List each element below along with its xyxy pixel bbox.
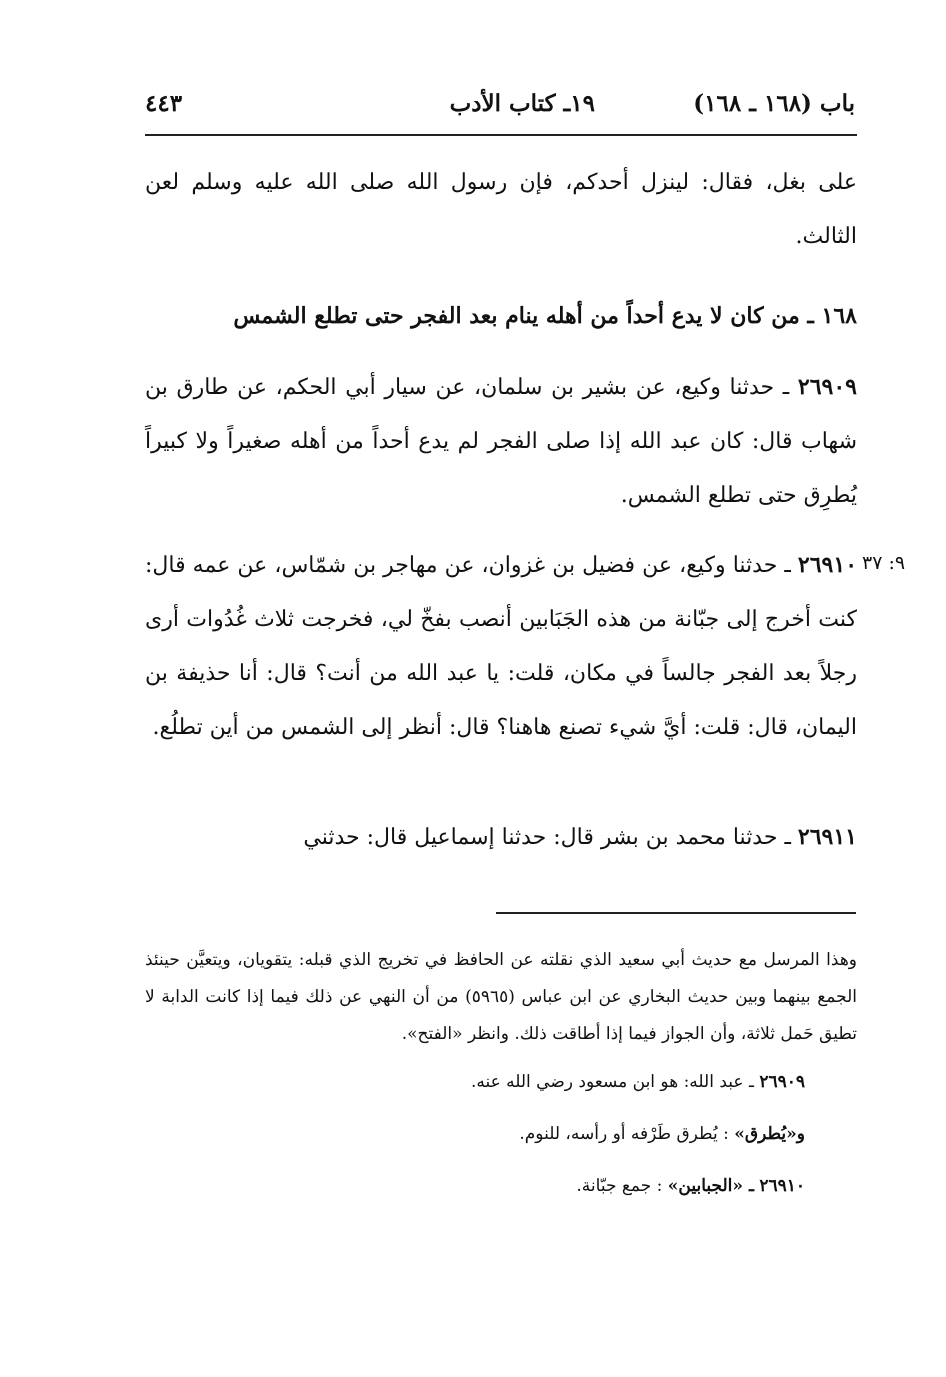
footnote-rule — [496, 912, 856, 914]
footnote-26910 — [145, 1163, 857, 1209]
chapter-heading: ١٦٨ ـ من كان لا يدع أحداً من أهله ينام بعد الفجر حتى تطلع الشمس — [233, 303, 857, 329]
footnote-term: و«يُطرق» — [734, 1124, 805, 1144]
hadith-number: ٢٦٩٠٩ — [797, 374, 857, 400]
header-rule — [145, 134, 857, 136]
footnote-text: ـ عبد الله: هو ابن مسعود رضي الله عنه. — [470, 1072, 754, 1092]
hadith-26911 — [145, 810, 857, 865]
page-number: ٤٤٣ — [145, 90, 183, 117]
footnote-text: : يُطرق طَرْفه أو رأسه، للنوم. — [519, 1124, 729, 1144]
continuation-text: على بغل، فقال: لينزل أحدكم، فإن رسول الله صلى الله عليه وسلم لعن الثالث. — [145, 170, 857, 249]
running-header — [145, 82, 855, 126]
hadith-number: ٢٦٩١١ — [797, 824, 857, 850]
chapter-range: باب (١٦٨ ـ ١٦٨) — [693, 90, 855, 117]
hadith-number: ٢٦٩١٠ — [797, 552, 858, 578]
footnote-yutriq — [145, 1111, 857, 1157]
footnote-number: ٢٦٩٠٩ — [759, 1072, 805, 1092]
footnote-text: : جمع جبّانة. — [576, 1176, 663, 1196]
footnotes — [145, 942, 857, 1209]
hadith-26910 — [145, 538, 857, 755]
hadith-26909 — [145, 360, 857, 523]
footnote-26909 — [145, 1059, 857, 1105]
hadith-text: ـ حدثنا وكيع، عن بشير بن سلمان، عن سيار أبي الحكم، عن طارق بن شهاب قال: كان عبد الله إذا صلى الفجر لم يدع أحداً من أهله صغيراً ولا كبيراً يُطرِق حتى تطلع الشمس. — [145, 375, 857, 508]
footnote-continuation: وهذا المرسل مع حديث أبي سعيد الذي نقلته عن الحافظ في تخريج الذي قبله: يتقويان، ويتعيَّن حينئذ الجمع بينهما وبين حديث البخاري عن ابن عباس (٥٩٦٥) من أن النهي عن ذلك فيما إذا كانت الدابة لا تطيق حَمل ثلاثة، وأن الجواز فيما إذا أطاقت ذلك. وانظر «الفتح». — [145, 950, 857, 1044]
footnote-number: ٢٦٩١٠ — [759, 1176, 805, 1196]
continuation-paragraph — [145, 156, 857, 264]
book-title: ١٩ـ كتاب الأدب — [449, 90, 595, 117]
hadith-text: ـ حدثنا محمد بن بشر قال: حدثنا إسماعيل قال: حدثني — [303, 825, 791, 850]
margin-reference: ٩: ٣٧ — [862, 552, 906, 574]
hadith-text: ـ حدثنا وكيع، عن فضيل بن غزوان، عن مهاجر بن شمّاس، عن عمه قال: كنت أخرج إلى جبّانة من هذه الجَبَابين أنصب بفخّ لي، فخرجت ثلاث غُدُوات أرى رجلاً بعد الفجر جالساً في مكان، قلت: يا عبد الله من أنت؟ قال: أنا حذيفة بن اليمان، قال: قلت: أيَّ شيء تصنع هاهنا؟ قال: أنظر إلى الشمس من أين تطلُع. — [145, 553, 857, 740]
footnote-term: ـ «الجبابين» — [667, 1176, 754, 1196]
